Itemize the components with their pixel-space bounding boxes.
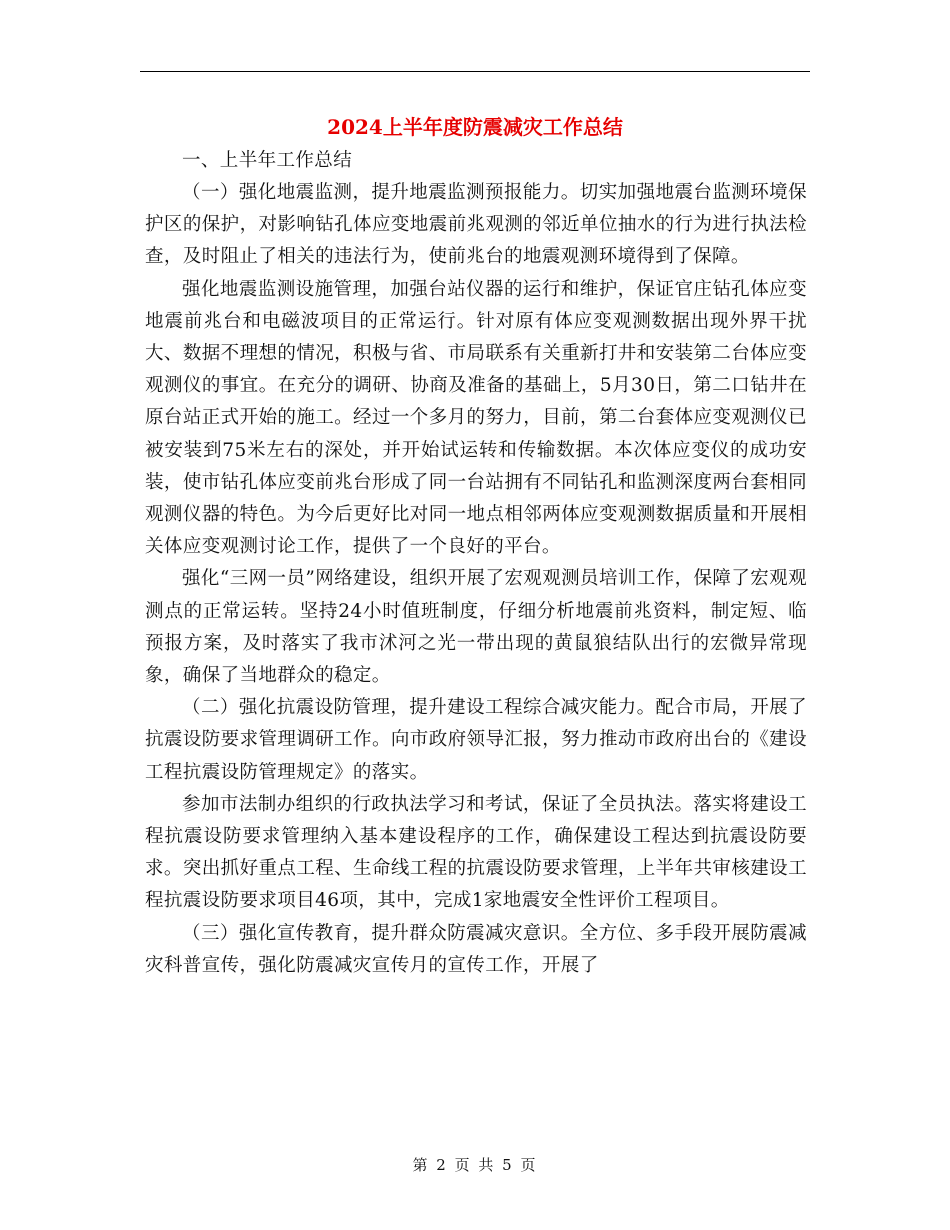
paragraph-2: 强化地震监测设施管理，加强台站仪器的运行和维护，保证官庄钻孔体应变地震前兆台和电磁波项目的正常运行。针对原有体应变观测数据出现外界干扰大、数据不理想的情况，积极与省、市局联系有关重新打井和安装第二台体应变观测仪的事宜。在充分的调研、协商及准备的基础上，5月30日，第二口钻井在原台站正式开始的施工。经过一个多月的努力，目前，第二台套体应变观测仪已被安装到75米左右的深处，并开始试运转和传输数据。本次体应变仪的成功安装，使市钻孔体应变前兆台形成了同一台站拥有不同钻孔和监测深度两台套相同观测仪器的特色。为今后更好比对同一地点相邻两体应变观测数据质量和开展相关体应变观测讨论工作，提供了一个良好的平台。 xyxy=(145,278,807,558)
paragraph-1: （一）强化地震监测，提升地震监测预报能力。切实加强地震台监测环境保护区的保护，对影响钻孔体应变地震前兆观测的邻近单位抽水的行为进行执法检查，及时阻止了相关的违法行为，使前兆台的地震观测环境得到了保障。 xyxy=(145,182,807,268)
paragraph-3: 强化“三网一员”网络建设，组织开展了宏观观测员培训工作，保障了宏观观测点的正常运转。坚持24小时值班制度，仔细分析地震前兆资料，制定短、临预报方案，及时落实了我市沭河之光一带出现的黄鼠狼结队出行的宏微异常现象，确保了当地群众的稳定。 xyxy=(145,568,807,687)
paragraph-4: （二）强化抗震设防管理，提升建设工程综合减灾能力。配合市局，开展了抗震设防要求管理调研工作。向市政府领导汇报，努力推动市政府出台的《建设工程抗震设防管理规定》的落实。 xyxy=(145,697,807,783)
page-number-footer: 第 2 页 共 5 页 xyxy=(412,1156,538,1174)
document-body xyxy=(145,145,807,982)
document-title: 2024上半年度防震减灾工作总结 xyxy=(327,115,623,139)
paragraph-6: （三）强化宣传教育，提升群众防震减灾意识。全方位、多手段开展防震减灾科普宣传，强化防震减灾宣传月的宣传工作，开展了 xyxy=(145,922,807,976)
paragraph-5: 参加市法制办组织的行政执法学习和考试，保证了全员执法。落实将建设工程抗震设防要求管理纳入基本建设程序的工作，确保建设工程达到抗震设防要求。突出抓好重点工程、生命线工程的抗震设防要求管理，上半年共审核建设工程抗震设防要求项目46项，其中，完成1家地震安全性评价工程项目。 xyxy=(145,793,807,912)
section-heading: 一、上半年工作总结 xyxy=(182,150,353,171)
header-rule xyxy=(140,71,810,72)
